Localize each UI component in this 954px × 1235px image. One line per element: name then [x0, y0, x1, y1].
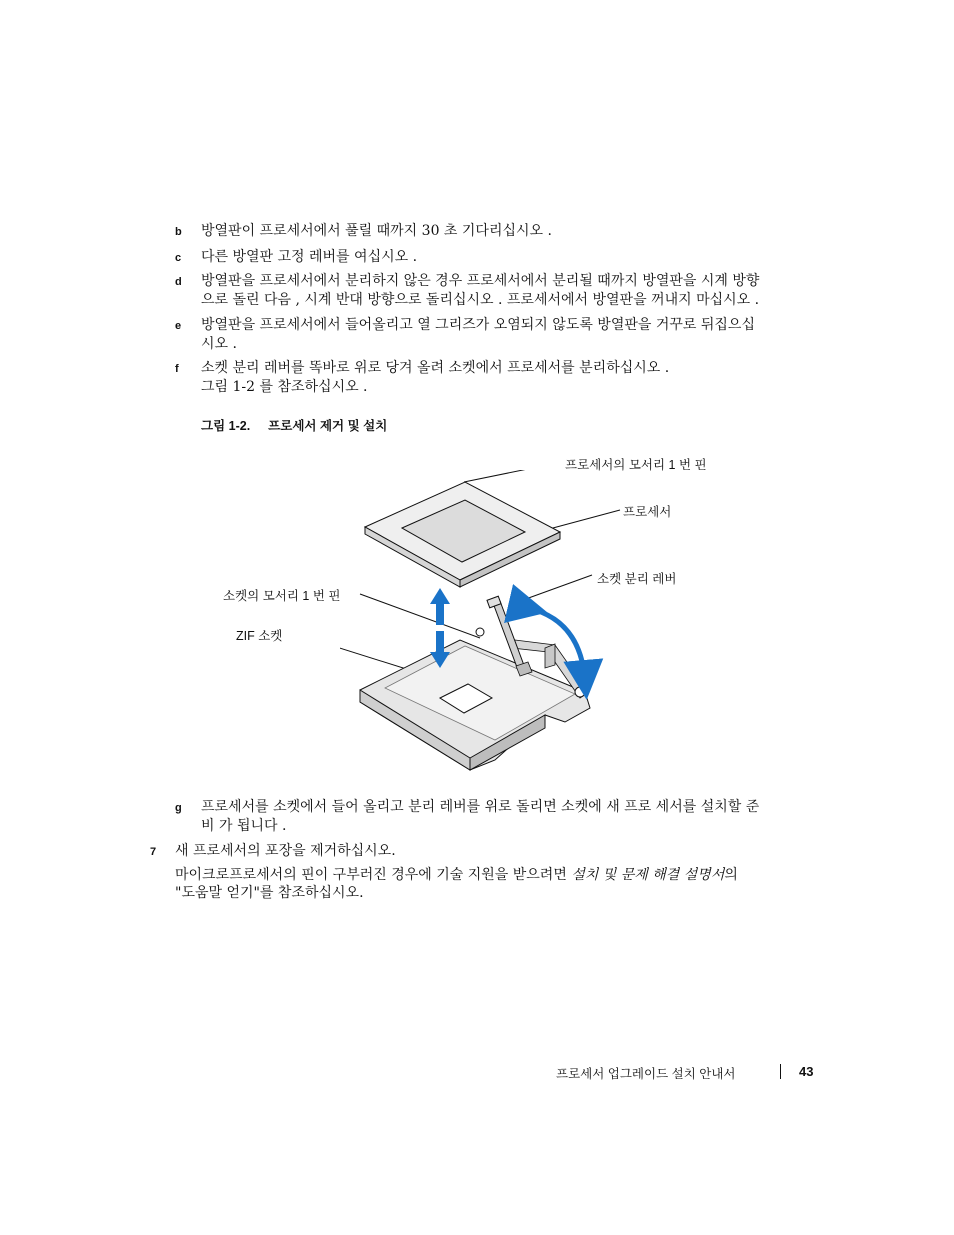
- footer-title: 프로세서 업그레이드 설치 안내서: [556, 1067, 736, 1081]
- step-marker: e: [175, 320, 182, 332]
- step-text: 다른 방열판 고정 레버를 여십시오 .: [201, 249, 418, 265]
- callout-zif-socket: ZIF 소켓: [236, 629, 283, 643]
- step-text-line2: 시오 .: [201, 336, 237, 352]
- step-marker: b: [175, 226, 182, 238]
- step-d: [175, 272, 815, 312]
- note-text: 의: [724, 867, 738, 883]
- step-marker: d: [175, 276, 182, 288]
- callout-processor-pin1: 프로세서의 모서리 1 번 핀: [565, 458, 707, 472]
- figure-title: 프로세서 제거 및 설치: [268, 419, 388, 433]
- note-line1: [175, 866, 815, 884]
- note-text: 마이크로프로세서의 핀이 구부러진 경우에 기술 지원을 받으려면: [175, 867, 572, 883]
- callout-socket-pin1: 소켓의 모서리 1 번 핀: [223, 589, 341, 603]
- step-text: 새 프로세서의 포장을 제거하십시오.: [175, 843, 396, 859]
- step-marker: 7: [150, 846, 157, 858]
- note-line2: "도움말 얻기"를 참조하십시오.: [175, 885, 364, 901]
- figure-number: 그림 1-2.: [201, 419, 251, 433]
- step-marker: g: [175, 802, 182, 814]
- step-marker: c: [175, 252, 182, 264]
- step-text-line1: 방열판을 프로세서에서 분리하지 않은 경우 프로세서에서 분리될 때까지 방열판을 시계 방향: [201, 273, 760, 289]
- step-text-line1: 소켓 분리 레버를 똑바로 위로 당겨 올려 소켓에서 프로세서를 분리하십시오 .: [201, 360, 670, 376]
- step-text-line1: 프로세서를 소켓에서 들어 올리고 분리 레버를 위로 돌리면 소켓에 새 프로 세서를 설치할 준: [201, 799, 760, 815]
- callout-release-lever: 소켓 분리 레버: [597, 572, 677, 586]
- manual-title: 설치 및 문제 해결 설명서: [571, 867, 725, 883]
- step-text-line1: 방열판을 프로세서에서 들어올리고 열 그리즈가 오염되지 않도록 방열판을 거꾸로 뒤집으십: [201, 317, 755, 333]
- page-number: 43: [799, 1064, 814, 1079]
- step-text-line2: 그림 1-2 를 참조하십시오 .: [201, 379, 368, 395]
- step-f: [175, 359, 815, 399]
- callout-processor: 프로세서: [623, 505, 672, 519]
- step-text-line2: 비 가 됩니다 .: [201, 818, 287, 834]
- step-7: [150, 842, 820, 862]
- processor-illustration: [340, 470, 660, 780]
- footer-separator: [780, 1064, 781, 1079]
- lift-arrows: [430, 588, 450, 668]
- step-g: [175, 798, 815, 838]
- figure-caption: [201, 416, 387, 434]
- step-marker: f: [175, 363, 179, 375]
- step-text: 방열판이 프로세서에서 풀릴 때까지 30 초 기다리십시오 .: [201, 223, 552, 239]
- note-paragraph: [175, 866, 815, 902]
- processor-shape: [365, 482, 560, 587]
- step-e: [175, 316, 815, 356]
- step-text-line2: 으로 돌린 다음 , 시계 반대 방향으로 돌리십시오 . 프로세서에서 방열판을 꺼내지 마십시오 .: [201, 292, 760, 308]
